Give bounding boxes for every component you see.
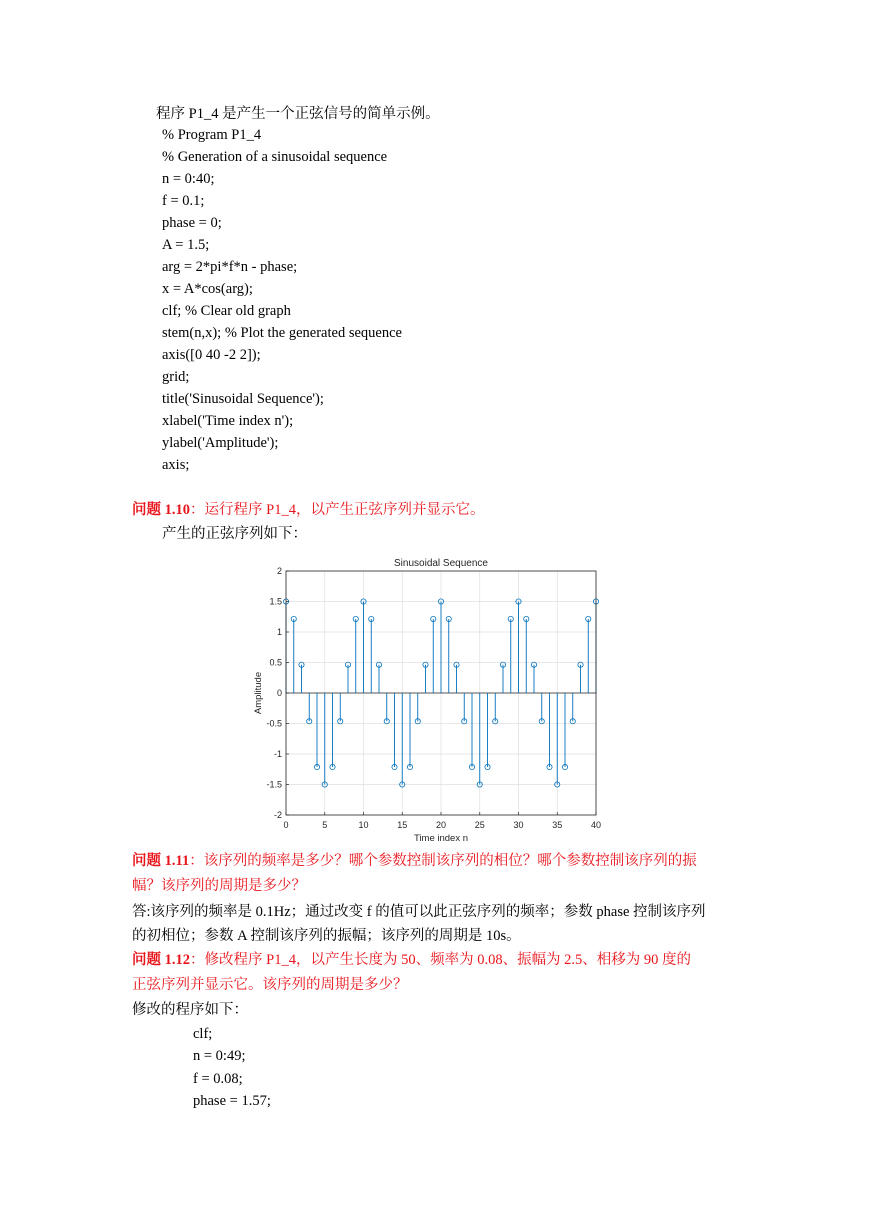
code-line: xlabel('Time index n');: [162, 413, 294, 429]
answer-line-1: 答:该序列的频率是 0.1Hz；通过改变 f 的值可以此正弦序列的频率；参数 phase 控制该序列: [132, 904, 706, 920]
modified-intro: 修改的程序如下：: [132, 1002, 248, 1018]
question-label: 问题 1.12: [132, 952, 190, 968]
code-line: f = 0.08;: [193, 1070, 243, 1087]
y-tick-label: 0.5: [269, 657, 282, 668]
code-line: stem(n,x); % Plot the generated sequence: [162, 325, 402, 341]
x-tick-label: 40: [590, 820, 602, 830]
y-tick-label: -0.5: [266, 718, 282, 729]
code-line: % Program P1_4: [162, 127, 262, 143]
y-tick-label: -1: [273, 749, 282, 759]
x-tick-label: 0: [283, 820, 289, 830]
y-tick-label: -2: [273, 810, 282, 820]
y-axis-label: Amplitude: [253, 671, 264, 715]
code-line: n = 0:40;: [162, 171, 215, 187]
x-tick-label: 10: [358, 820, 369, 830]
x-tick-label: 20: [435, 820, 447, 830]
code-line: phase = 1.57;: [193, 1092, 271, 1109]
x-tick-label: 35: [552, 820, 563, 830]
code-line: phase = 0;: [162, 215, 222, 231]
intro-line: 程序 P1_4 是产生一个正弦信号的简单示例。: [156, 106, 440, 122]
x-tick-label: 30: [513, 820, 524, 830]
code-line: ylabel('Amplitude');: [162, 435, 279, 451]
x-tick-label: 15: [397, 820, 408, 830]
question-label: 问题 1.10: [132, 502, 190, 518]
y-tick-label: 2: [276, 566, 282, 576]
question-label: 问题 1.11: [132, 853, 190, 869]
question-1-12-cont: 正弦序列并显示它。该序列的周期是多少？: [132, 977, 408, 993]
figure-caption: 产生的正弦序列如下：: [162, 526, 307, 542]
x-axis-label: Time index n: [413, 833, 469, 844]
code-line: title('Sinusoidal Sequence');: [162, 391, 324, 407]
y-tick-label: 1: [276, 627, 282, 637]
question-text: ：该序列的频率是多少？哪个参数控制该序列的相位？哪个参数控制该序列的振: [189, 853, 697, 869]
x-tick-label: 25: [474, 820, 485, 830]
y-tick-label: 1.5: [269, 596, 282, 607]
question-text: ：修改程序 P1_4，以产生长度为 50、频率为 0.08、振幅为 2.5、相移为 90 度的: [190, 952, 692, 968]
chart-title: Sinusoidal Sequence: [394, 558, 488, 569]
code-line: grid;: [162, 369, 190, 385]
answer-line-2: 的初相位；参数 A 控制该序列的振幅；该序列的周期是 10s。: [132, 928, 521, 944]
question-text: ：运行程序 P1_4，以产生正弦序列并显示它。: [190, 502, 485, 518]
question-1-10: [132, 500, 484, 520]
code-line: % Generation of a sinusoidal sequence: [162, 149, 388, 165]
question-1-11: [132, 851, 697, 871]
code-line: arg = 2*pi*f*n - phase;: [162, 259, 298, 275]
y-tick-label: -1.5: [266, 779, 282, 790]
code-line: A = 1.5;: [162, 237, 210, 253]
code-line: n = 0:49;: [193, 1048, 246, 1065]
x-tick-label: 5: [322, 820, 328, 830]
question-1-12: [132, 950, 691, 970]
code-line: clf;: [193, 1026, 213, 1042]
code-line: axis([0 40 -2 2]);: [162, 347, 261, 363]
question-1-11-cont: 幅？该序列的周期是多少？: [132, 878, 306, 894]
y-tick-label: 0: [276, 688, 282, 698]
code-line: f = 0.1;: [162, 193, 205, 209]
stem-chart: [248, 552, 618, 852]
code-line: x = A*cos(arg);: [162, 281, 253, 297]
code-line: clf; % Clear old graph: [162, 303, 291, 319]
code-line: axis;: [162, 457, 190, 473]
